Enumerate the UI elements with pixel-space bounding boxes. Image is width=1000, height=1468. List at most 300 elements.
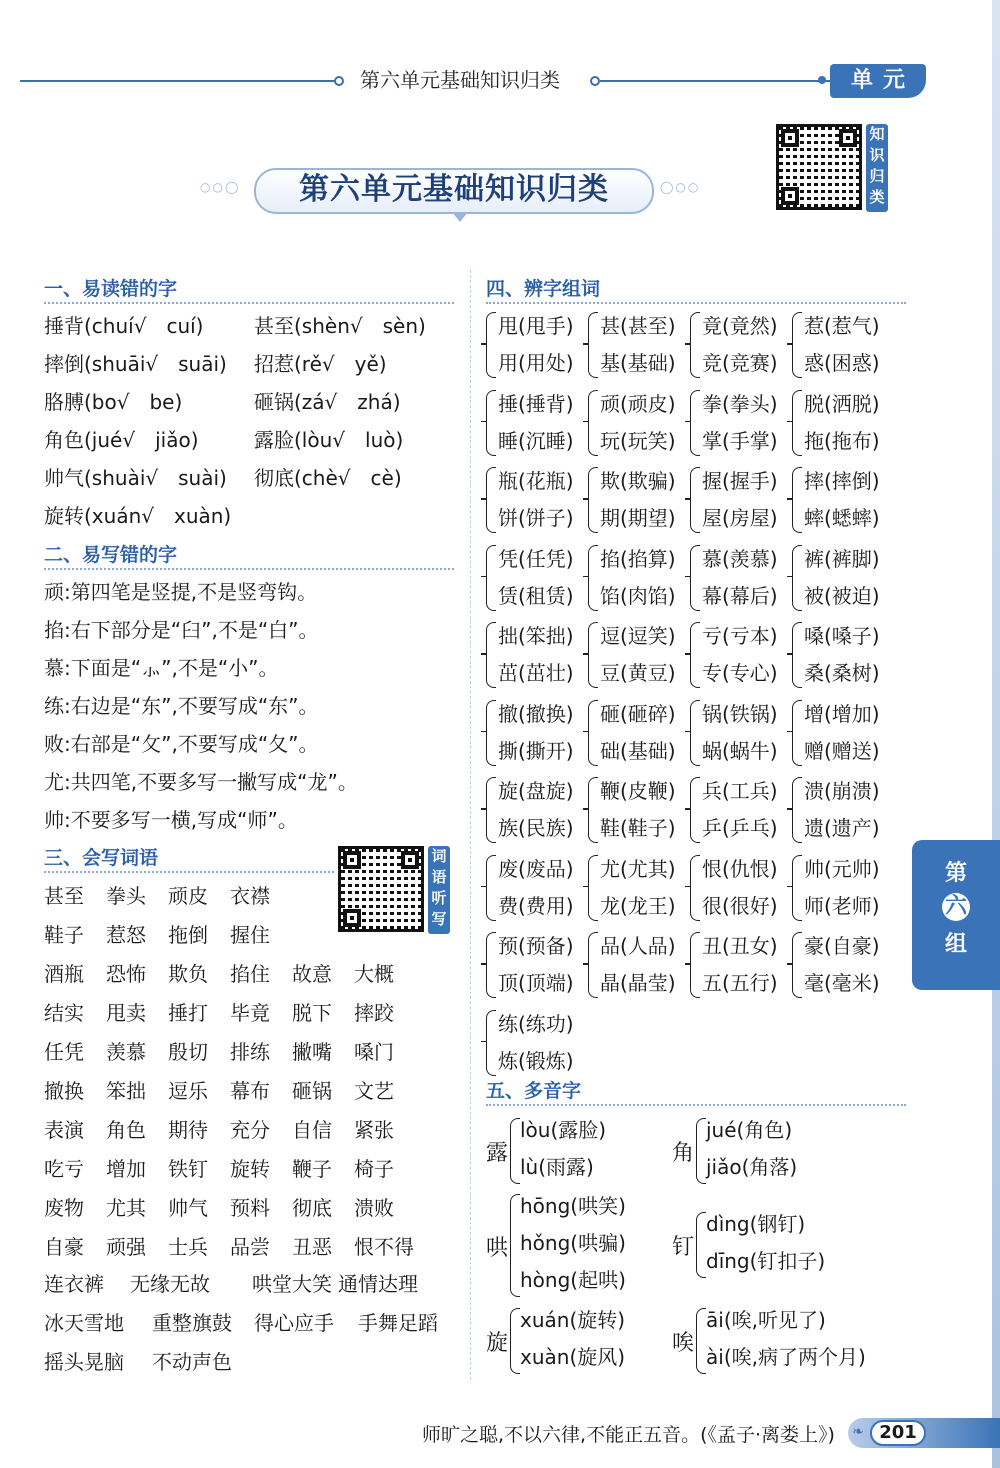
qr-label-char: 类	[869, 188, 885, 206]
polyphone-char: 唉	[672, 1331, 695, 1356]
vocab-word: 恐怖	[106, 962, 146, 986]
qr-finder	[343, 909, 361, 927]
pair-word: 拳(拳头)	[702, 391, 778, 416]
pair-word: 练(练功)	[498, 1011, 574, 1036]
pair-word: 馅(肉馅)	[600, 583, 676, 608]
word-pair	[486, 853, 586, 923]
pair-word: 乒(乒乓)	[702, 816, 778, 840]
qr-label-char: 归	[869, 167, 885, 185]
vocab-word: 士兵	[168, 1235, 208, 1259]
word-pair	[486, 1008, 586, 1078]
pronunciation-item: 露脸(lòu√ luò)	[254, 428, 404, 452]
pair-word: 炼(锻炼)	[498, 1048, 574, 1073]
vocab-word: 丑恶	[292, 1235, 332, 1259]
pair-word: 丑(丑女)	[702, 934, 778, 958]
word-pair	[588, 775, 688, 845]
pair-word: 瓶(花瓶)	[498, 469, 574, 493]
section5-rule	[486, 1104, 906, 1106]
pair-word: 基(基础)	[600, 351, 676, 375]
brace-icon	[588, 545, 598, 611]
pair-word: 逗(逗笑)	[600, 624, 676, 648]
vocab-word: 预料	[230, 1196, 270, 1220]
pair-word: 桑(桑树)	[804, 661, 880, 685]
brace-icon	[792, 467, 802, 533]
pair-word: 赠(赠送)	[804, 738, 880, 763]
writing-tip: 练:右边是“东”,不要写成“东”。	[44, 694, 319, 718]
qr-code-knowledge[interactable]	[776, 124, 862, 210]
pair-word: 凭(任凭)	[498, 546, 574, 571]
pronunciation-item: 捶背(chuí√ cuí)	[44, 314, 204, 338]
vocab-word: 笨拙	[106, 1079, 146, 1103]
idiom-word: 通情达理	[338, 1272, 418, 1296]
section2-rule	[44, 568, 454, 570]
header-title: 第六单元基础知识归类	[360, 68, 560, 92]
word-pair	[588, 930, 688, 1000]
vocab-word: 幕布	[230, 1079, 270, 1103]
qr-label-knowledge	[866, 124, 888, 212]
brace-icon	[588, 932, 598, 998]
pair-word: 溃(崩溃)	[804, 779, 880, 803]
word-pair	[588, 543, 688, 613]
section4-rule	[486, 302, 906, 304]
qr-label-char: 识	[869, 146, 885, 164]
pair-word: 甩(甩手)	[498, 314, 574, 338]
vocab-word: 鞭子	[292, 1157, 332, 1181]
polyphone-item	[672, 1304, 866, 1378]
idiom-word: 连衣裤	[44, 1272, 104, 1296]
pair-word: 用(用处)	[498, 351, 574, 375]
vocab-word: 毕竟	[230, 1001, 270, 1025]
page-title-part1: 第六单元	[299, 172, 423, 207]
writing-tip: 顽:第四笔是竖提,不是竖弯钩。	[44, 580, 318, 604]
pair-word: 捶(捶背)	[498, 391, 574, 416]
word-pair	[588, 310, 688, 380]
polyphone-reading: xuán(旋转)	[520, 1308, 626, 1332]
idiom-word: 重整旗鼓	[152, 1311, 232, 1335]
word-pair	[690, 388, 790, 458]
brace-icon	[690, 467, 700, 533]
pair-word: 五(五行)	[702, 971, 778, 995]
word-pair	[588, 620, 688, 690]
vocab-word: 吃亏	[44, 1157, 84, 1181]
pair-word: 握(握手)	[702, 469, 778, 493]
word-pair	[690, 930, 790, 1000]
vocab-word: 文艺	[354, 1079, 394, 1103]
page-title-part2: 基础知识归类	[423, 172, 609, 207]
word-pair	[486, 310, 586, 380]
pair-word: 掌(手掌)	[702, 428, 778, 453]
word-pair	[588, 465, 688, 535]
section3-title: 三、会写词语	[44, 847, 159, 869]
polyphone-reading: xuàn(旋风)	[520, 1345, 626, 1369]
vocab-word: 增加	[106, 1157, 146, 1181]
word-pair	[486, 698, 586, 768]
pair-word: 幕(幕后)	[702, 583, 778, 608]
polyphone-char: 钉	[672, 1235, 695, 1260]
brace-icon	[486, 777, 496, 843]
pair-word: 撕(撕开)	[498, 738, 574, 763]
pair-word: 撤(撤换)	[498, 701, 574, 726]
word-pair	[792, 310, 892, 380]
polyphone-item	[486, 1304, 676, 1378]
brace-icon	[690, 390, 700, 456]
pair-word: 豪(自豪)	[804, 934, 880, 958]
polyphone-item	[486, 1190, 676, 1301]
vocab-word: 品尝	[230, 1235, 270, 1259]
brace-icon	[588, 777, 598, 843]
pair-word: 竞(竞赛)	[702, 351, 778, 375]
section1-title: 一、易读错的字	[44, 278, 178, 300]
brace-icon	[588, 467, 598, 533]
pair-word: 鞋(鞋子)	[600, 816, 676, 840]
pair-word: 竟(竟然)	[702, 314, 778, 338]
pair-word: 拖(拖布)	[804, 428, 880, 453]
pronunciation-item: 甚至(shèn√ sèn)	[254, 314, 426, 338]
qr-finder	[781, 187, 799, 205]
pair-word: 族(民族)	[498, 816, 574, 840]
word-pair	[690, 775, 790, 845]
pair-word: 增(增加)	[804, 701, 880, 726]
unit-tab: 单元	[830, 64, 926, 98]
polyphone-char: 旋	[486, 1331, 509, 1356]
brace-icon	[486, 932, 496, 998]
word-pair	[690, 310, 790, 380]
vocab-word: 惹怒	[106, 923, 146, 947]
vocab-word: 期待	[168, 1118, 208, 1142]
vocab-word: 撤换	[44, 1079, 84, 1103]
vocab-word: 顽强	[106, 1235, 146, 1259]
qr-finder	[781, 129, 799, 147]
brace-icon	[792, 312, 802, 378]
pair-word: 茁(茁壮)	[498, 661, 574, 685]
vocab-word: 拳头	[106, 884, 146, 908]
page-number: 201	[870, 1420, 926, 1446]
brace-icon	[792, 777, 802, 843]
polyphone-char: 角	[672, 1141, 695, 1166]
word-pair	[588, 388, 688, 458]
brace-icon	[588, 855, 598, 921]
brace-icon	[510, 1194, 520, 1297]
brace-icon	[690, 700, 700, 766]
pair-word: 顶(顶端)	[498, 971, 574, 995]
pair-word: 顽(顽皮)	[600, 391, 676, 416]
pair-word: 嗓(嗓子)	[804, 624, 880, 648]
pronunciation-item: 砸锅(zá√ zhá)	[254, 390, 401, 414]
pair-word: 预(预备)	[498, 934, 574, 958]
pronunciation-item: 摔倒(shuāi√ suāi)	[44, 352, 227, 376]
header-rule-right	[600, 80, 830, 82]
brace-icon	[486, 545, 496, 611]
pair-word: 很(很好)	[702, 893, 778, 918]
qr-code-dictation[interactable]	[338, 846, 424, 932]
side-tab-number: 六	[942, 893, 970, 921]
pair-word: 旋(盘旋)	[498, 779, 574, 803]
polyphone-reading: hōng(哄笑)	[520, 1194, 626, 1218]
group-side-tab	[912, 840, 1000, 990]
idiom-word: 无缘无故	[130, 1272, 210, 1296]
brace-icon	[792, 855, 802, 921]
idiom-word: 冰天雪地	[44, 1311, 124, 1335]
brace-icon	[486, 390, 496, 456]
polyphone-item	[672, 1114, 862, 1188]
pair-word: 玩(玩笑)	[600, 428, 676, 453]
banner-dots-right: ◯○○	[660, 180, 701, 194]
brace-icon	[486, 855, 496, 921]
brace-icon	[510, 1308, 520, 1374]
brace-icon	[792, 622, 802, 688]
vocab-word: 殷切	[168, 1040, 208, 1064]
brace-icon	[792, 390, 802, 456]
section1-rule	[44, 302, 454, 304]
polyphone-item	[486, 1114, 676, 1188]
qr-finder	[839, 129, 857, 147]
brace-icon	[588, 622, 598, 688]
polyphone-reading: dīng(钉扣子)	[706, 1249, 826, 1273]
polyphone-reading: dìng(钢钉)	[706, 1212, 806, 1236]
word-pair	[792, 853, 892, 923]
pair-word: 费(费用)	[498, 893, 574, 918]
word-pair	[486, 465, 586, 535]
vocab-word: 摔跤	[354, 1001, 394, 1025]
brace-icon	[690, 545, 700, 611]
brace-icon	[588, 700, 598, 766]
polyphone-reading: āi(唉,听见了)	[706, 1308, 826, 1332]
qr-finder	[343, 851, 361, 869]
word-pair	[690, 853, 790, 923]
leaf-icon: ❧	[852, 1424, 864, 1440]
word-pair	[792, 465, 892, 535]
vocab-word: 彻底	[292, 1196, 332, 1220]
word-pair	[486, 543, 586, 613]
pair-word: 尤(尤其)	[600, 856, 676, 881]
pair-word: 龙(龙王)	[600, 893, 676, 918]
pronunciation-item: 角色(jué√ jiǎo)	[44, 428, 199, 452]
brace-icon	[696, 1212, 706, 1278]
vocab-word: 自信	[292, 1118, 332, 1142]
pair-word: 蟀(蟋蟀)	[804, 506, 880, 530]
vocab-word: 大概	[354, 962, 394, 986]
brace-icon	[486, 312, 496, 378]
section2-title: 二、易写错的字	[44, 544, 178, 566]
header-rule-dot-right	[590, 76, 600, 86]
section3-rule	[44, 871, 334, 873]
brace-icon	[792, 700, 802, 766]
header-rule-left	[20, 80, 340, 82]
qr-label-char: 听	[431, 889, 447, 907]
word-pair	[588, 853, 688, 923]
vocab-word: 表演	[44, 1118, 84, 1142]
writing-tip: 败:右部是“攵”,不要写成“夂”。	[44, 732, 319, 756]
brace-icon	[690, 622, 700, 688]
vocab-word: 拖倒	[168, 923, 208, 947]
pair-word: 睡(沉睡)	[498, 428, 574, 453]
qr-label-char: 知	[869, 125, 885, 143]
pair-word: 遗(遗产)	[804, 816, 880, 840]
vocab-word: 逗乐	[168, 1079, 208, 1103]
vocab-word: 衣襟	[230, 884, 270, 908]
section5-title: 五、多音字	[486, 1080, 582, 1102]
word-pair	[792, 620, 892, 690]
brace-icon	[486, 622, 496, 688]
vocab-word: 嗓门	[354, 1040, 394, 1064]
pair-word: 废(废品)	[498, 856, 574, 881]
pair-word: 屋(房屋)	[702, 506, 778, 530]
writing-tip: 掐:右下部分是“臼”,不是“白”。	[44, 618, 319, 642]
pair-word: 蜗(蜗牛)	[702, 738, 778, 763]
banner-pointer	[452, 212, 468, 222]
header-rule-dot-left	[334, 76, 344, 86]
polyphone-reading: hòng(起哄)	[520, 1268, 626, 1292]
qr-label-char: 语	[431, 868, 447, 886]
brace-icon	[510, 1118, 520, 1184]
pair-word: 惑(困惑)	[804, 351, 880, 375]
polyphone-reading: jiǎo(角落)	[706, 1155, 798, 1179]
vocab-word: 充分	[230, 1118, 270, 1142]
pair-word: 欺(欺骗)	[600, 469, 676, 493]
vocab-word: 紧张	[354, 1118, 394, 1142]
vocab-word: 甚至	[44, 884, 84, 908]
word-pair	[792, 775, 892, 845]
brace-icon	[690, 777, 700, 843]
side-tab-bottom: 组	[944, 932, 967, 957]
pair-word: 专(专心)	[702, 661, 778, 685]
vocab-word: 任凭	[44, 1040, 84, 1064]
page-title	[254, 168, 654, 214]
pair-word: 师(老师)	[804, 893, 880, 918]
vocab-word: 废物	[44, 1196, 84, 1220]
vocab-word: 脱下	[292, 1001, 332, 1025]
brace-icon	[690, 932, 700, 998]
idiom-word: 哄堂大笑	[252, 1272, 332, 1296]
writing-tip: 帅:不要多写一横,写成“师”。	[44, 808, 298, 832]
footer-quote: 师旷之聪,不以六律,不能正五音。(《孟子·离娄上》)	[422, 1424, 835, 1446]
word-pair	[690, 543, 790, 613]
idiom-word: 不动声色	[152, 1350, 232, 1374]
pair-word: 亏(亏本)	[702, 624, 778, 648]
pair-word: 兵(工兵)	[702, 779, 778, 803]
pair-word: 惹(惹气)	[804, 314, 880, 338]
pronunciation-item: 帅气(shuài√ suài)	[44, 466, 227, 490]
pronunciation-item: 彻底(chè√ cè)	[254, 466, 402, 490]
word-pair	[792, 930, 892, 1000]
pair-word: 豆(黄豆)	[600, 661, 676, 685]
pair-word: 晶(晶莹)	[600, 971, 676, 995]
pair-word: 掐(掐算)	[600, 546, 676, 571]
vocab-word: 恨不得	[354, 1235, 414, 1259]
vocab-word: 故意	[292, 962, 332, 986]
word-pair	[690, 698, 790, 768]
vocab-word: 捶打	[168, 1001, 208, 1025]
pair-word: 摔(摔倒)	[804, 469, 880, 493]
brace-icon	[486, 1010, 496, 1076]
vocab-word: 铁钉	[168, 1157, 208, 1181]
pair-word: 鞭(皮鞭)	[600, 779, 676, 803]
vocab-word: 羡慕	[106, 1040, 146, 1064]
vocab-word: 酒瓶	[44, 962, 84, 986]
pair-word: 饼(饼子)	[498, 506, 574, 530]
pair-word: 锅(铁锅)	[702, 701, 778, 726]
word-pair	[792, 698, 892, 768]
qr-label-dictation	[428, 846, 450, 934]
word-pair	[486, 388, 586, 458]
idiom-word: 摇头晃脑	[44, 1350, 124, 1374]
brace-icon	[588, 312, 598, 378]
word-pair	[792, 388, 892, 458]
vocab-word: 甩卖	[106, 1001, 146, 1025]
vocab-word: 椅子	[354, 1157, 394, 1181]
pronunciation-item: 旋转(xuán√ xuàn)	[44, 504, 232, 528]
brace-icon	[696, 1308, 706, 1374]
side-tab-top: 第	[944, 861, 967, 886]
brace-icon	[690, 312, 700, 378]
vocab-word: 撇嘴	[292, 1040, 332, 1064]
vocab-word: 排练	[230, 1040, 270, 1064]
vocab-word: 帅气	[168, 1196, 208, 1220]
polyphone-reading: lòu(露脸)	[520, 1118, 607, 1142]
vocab-word: 掐住	[230, 962, 270, 986]
polyphone-reading: hǒng(哄骗)	[520, 1231, 626, 1255]
word-pair	[690, 465, 790, 535]
qr-finder	[401, 851, 419, 869]
pair-word: 慕(羡慕)	[702, 546, 778, 571]
word-pair	[486, 775, 586, 845]
brace-icon	[696, 1118, 706, 1184]
brace-icon	[486, 467, 496, 533]
pair-word: 砸(砸碎)	[600, 701, 676, 726]
pair-word: 裤(裤脚)	[804, 546, 880, 571]
pair-word: 被(被迫)	[804, 583, 880, 608]
column-divider	[470, 270, 471, 1380]
word-pair	[690, 620, 790, 690]
pair-word: 帅(元帅)	[804, 856, 880, 881]
brace-icon	[588, 390, 598, 456]
qr-label-char: 写	[431, 910, 447, 928]
vocab-word: 欺负	[168, 962, 208, 986]
polyphone-char: 哄	[486, 1235, 509, 1261]
vocab-word: 尤其	[106, 1196, 146, 1220]
idiom-word: 得心应手	[254, 1311, 334, 1335]
brace-icon	[792, 545, 802, 611]
pair-word: 赁(租赁)	[498, 583, 574, 608]
brace-icon	[486, 700, 496, 766]
pronunciation-item: 招惹(rě√ yě)	[254, 352, 387, 376]
pair-word: 恨(仇恨)	[702, 856, 778, 881]
vocab-word: 鞋子	[44, 923, 84, 947]
vocab-word: 握住	[230, 923, 270, 947]
banner-dots-left: ○○◯	[200, 180, 241, 194]
vocab-word: 旋转	[230, 1157, 270, 1181]
word-pair	[486, 620, 586, 690]
pair-word: 毫(毫米)	[804, 971, 880, 995]
pronunciation-item: 胳膊(bo√ be)	[44, 390, 183, 414]
brace-icon	[690, 855, 700, 921]
qr-label-char: 词	[431, 847, 447, 865]
pair-word: 期(期望)	[600, 506, 676, 530]
polyphone-reading: jué(角色)	[706, 1118, 793, 1142]
idiom-word: 手舞足蹈	[358, 1311, 438, 1335]
vocab-word: 结实	[44, 1001, 84, 1025]
writing-tip: 尤:共四笔,不要多写一撇写成“龙”。	[44, 770, 358, 794]
word-pair	[588, 698, 688, 768]
polyphone-reading: lù(雨露)	[520, 1155, 594, 1179]
vocab-word: 溃败	[354, 1196, 394, 1220]
polyphone-char: 露	[486, 1141, 509, 1166]
polyphone-reading: ài(唉,病了两个月)	[706, 1345, 866, 1369]
word-pair	[792, 543, 892, 613]
pair-word: 础(基础)	[600, 738, 676, 763]
brace-icon	[792, 932, 802, 998]
vocab-word: 角色	[106, 1118, 146, 1142]
